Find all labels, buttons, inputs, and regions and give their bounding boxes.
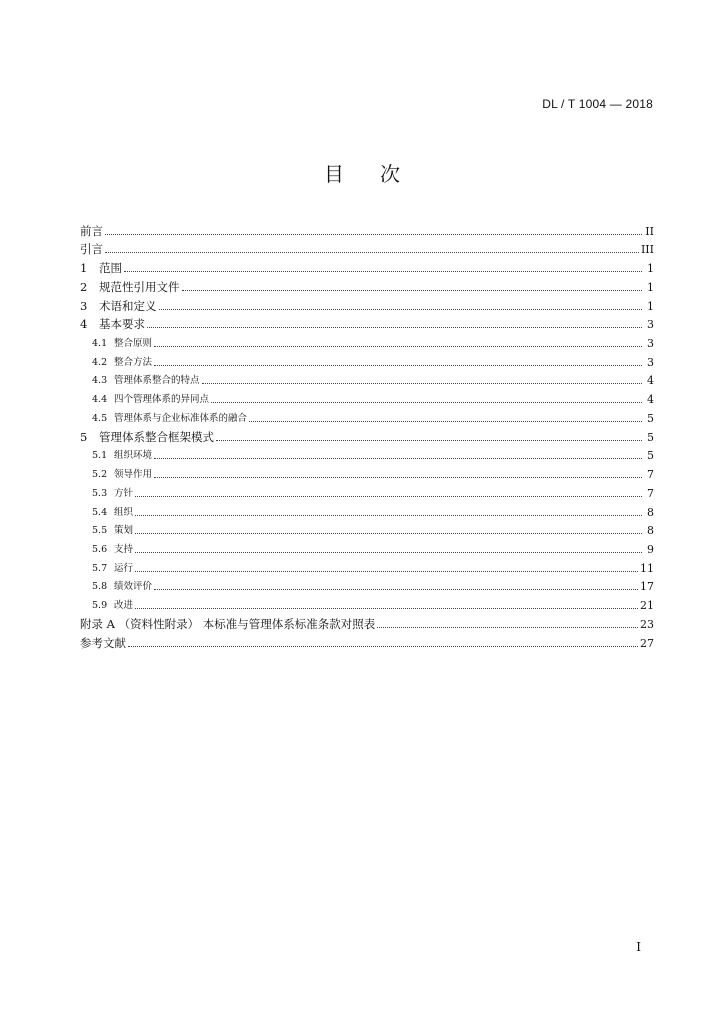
dot-leader	[211, 402, 642, 403]
toc-entry-number: 5.2	[92, 469, 108, 481]
toc-entry-label: 范围	[99, 261, 122, 276]
toc-title: 目次	[324, 162, 436, 186]
toc-entry-label: 四个管理体系的异同点	[114, 394, 210, 406]
toc-entry-label: 整合方法	[114, 356, 153, 368]
dot-leader	[216, 440, 642, 441]
toc-entry-label: 组织环境	[114, 450, 153, 462]
dot-leader	[154, 589, 638, 590]
toc-entry-number: 4.4	[92, 394, 108, 406]
document-id: DL / T 1004 — 2018	[542, 97, 653, 111]
toc-entry[interactable]	[80, 575, 654, 594]
dot-leader	[135, 552, 642, 553]
toc-entry-number: 5.3	[92, 487, 108, 499]
table-of-contents	[80, 219, 654, 650]
toc-entry-page: 3	[647, 355, 654, 369]
toc-entry[interactable]	[80, 593, 654, 612]
toc-entry-page: 9	[647, 542, 654, 556]
toc-entry-number: 5.7	[92, 562, 108, 574]
toc-entry-page: 4	[647, 393, 654, 407]
dot-leader	[105, 234, 642, 235]
toc-entry-label: 策划	[114, 525, 134, 537]
toc-entry-label: 改进	[114, 600, 134, 612]
toc-entry-label: 规范性引用文件	[99, 279, 180, 294]
toc-entry[interactable]	[80, 331, 654, 350]
toc-entry-label: 组织	[114, 506, 134, 518]
dot-leader	[135, 533, 642, 534]
toc-entry-page: 17	[640, 580, 654, 594]
toc-entry-label: 支持	[114, 543, 134, 555]
toc-entry-page: 27	[640, 636, 654, 650]
toc-entry-page: 7	[647, 486, 654, 500]
toc-entry-page: 11	[640, 561, 654, 575]
dot-leader	[202, 383, 642, 384]
dot-leader	[159, 309, 643, 310]
toc-entry-page: 5	[647, 411, 654, 425]
toc-entry[interactable]	[80, 313, 654, 332]
dot-leader	[147, 327, 642, 328]
toc-entry-label: 方针	[114, 487, 134, 499]
toc-entry-number: 4	[80, 317, 88, 332]
toc-entry[interactable]	[80, 481, 654, 500]
toc-entry-number: 5.9	[92, 600, 108, 612]
toc-entry-page: 4	[647, 374, 654, 388]
dot-leader	[135, 496, 642, 497]
toc-entry-label: 管理体系整合的特点	[114, 375, 200, 387]
dot-leader	[154, 365, 642, 366]
dot-leader	[154, 346, 642, 347]
toc-entry-label: 引言	[80, 242, 103, 257]
toc-entry[interactable]	[80, 219, 654, 238]
toc-entry-page: 5	[647, 430, 654, 444]
dot-leader	[135, 515, 642, 516]
toc-entry[interactable]	[80, 556, 654, 575]
dot-leader	[128, 646, 638, 647]
toc-entry[interactable]	[80, 294, 654, 313]
toc-entry-number: 5	[80, 429, 88, 444]
toc-entry-label: 管理体系整合框架模式	[99, 429, 214, 444]
dot-leader	[135, 608, 638, 609]
toc-entry-page: 21	[640, 599, 654, 613]
toc-entry[interactable]	[80, 462, 654, 481]
dot-leader	[182, 290, 643, 291]
dot-leader	[105, 252, 639, 253]
toc-entry[interactable]	[80, 612, 654, 631]
toc-entry-number: 5.6	[92, 543, 108, 555]
toc-entry-number: 5.5	[92, 525, 108, 537]
toc-entry-label: 管理体系与企业标准体系的融合	[114, 412, 248, 424]
toc-entry-page: 1	[647, 299, 654, 313]
toc-entry-page: 23	[640, 617, 654, 631]
toc-entry[interactable]	[80, 500, 654, 519]
toc-entry-number: 5.8	[92, 581, 108, 593]
toc-entry-number: 4.5	[92, 412, 108, 424]
toc-entry-page: II	[645, 224, 654, 238]
dot-leader	[124, 271, 642, 272]
toc-entry-page: 1	[647, 262, 654, 276]
dot-leader	[377, 627, 638, 628]
toc-entry-page: 7	[647, 468, 654, 482]
toc-entry-label: 整合原则	[114, 338, 153, 350]
toc-entry[interactable]	[80, 387, 654, 406]
dot-leader	[135, 571, 638, 572]
toc-entry-page: 5	[647, 449, 654, 463]
toc-entry-page: 3	[647, 318, 654, 332]
toc-entry-label: 领导作用	[114, 469, 153, 481]
toc-entry[interactable]	[80, 350, 654, 369]
toc-entry[interactable]	[80, 537, 654, 556]
toc-entry[interactable]	[80, 425, 654, 444]
dot-leader	[154, 458, 642, 459]
toc-entry-number: 4.2	[92, 356, 108, 368]
toc-entry-label: 前言	[80, 223, 103, 238]
toc-entry-number: 1	[80, 261, 88, 276]
toc-entry-label: 附录 A （资料性附录） 本标准与管理体系标准条款对照表	[80, 616, 376, 631]
toc-entry-number: 3	[80, 298, 88, 313]
toc-entry[interactable]	[80, 275, 654, 294]
toc-entry-number: 4.1	[92, 338, 108, 350]
toc-entry-label: 基本要求	[99, 317, 145, 332]
toc-entry-number: 2	[80, 279, 88, 294]
toc-entry-label: 参考文献	[80, 635, 126, 650]
toc-entry[interactable]	[80, 519, 654, 538]
toc-entry-page: 3	[647, 337, 654, 351]
toc-entry-label: 绩效评价	[114, 581, 153, 593]
toc-entry-number: 4.3	[92, 375, 108, 387]
toc-entry-label: 运行	[114, 562, 134, 574]
toc-entry-label: 术语和定义	[99, 298, 157, 313]
toc-entry-page: 1	[647, 280, 654, 294]
toc-entry-number: 5.4	[92, 506, 108, 518]
toc-entry-number: 5.1	[92, 450, 108, 462]
toc-entry[interactable]	[80, 631, 654, 650]
toc-entry[interactable]	[80, 444, 654, 463]
toc-entry-page: III	[640, 243, 654, 257]
toc-entry[interactable]	[80, 256, 654, 275]
dot-leader	[154, 477, 642, 478]
toc-entry[interactable]	[80, 238, 654, 257]
toc-entry[interactable]	[80, 406, 654, 425]
dot-leader	[249, 421, 642, 422]
toc-entry[interactable]	[80, 369, 654, 388]
toc-entry-page: 8	[647, 505, 654, 519]
page-number: I	[636, 940, 641, 954]
toc-entry-page: 8	[647, 524, 654, 538]
